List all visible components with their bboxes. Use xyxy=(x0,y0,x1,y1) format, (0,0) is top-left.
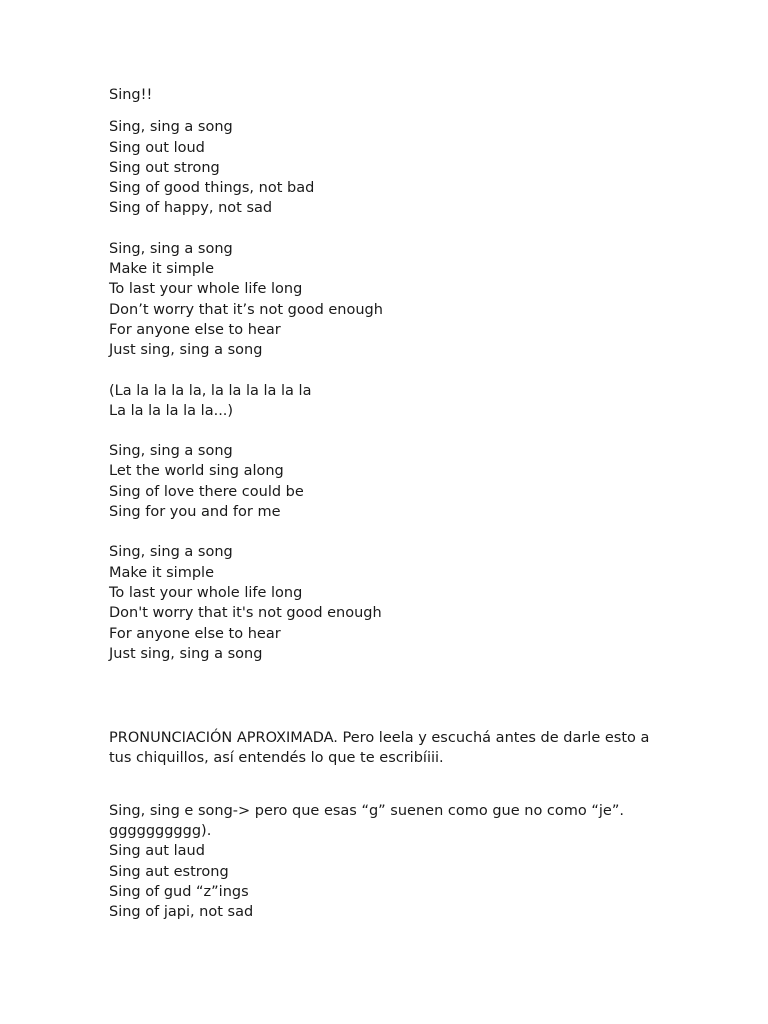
pronunciation-intro: PRONUNCIACIÓN APROXIMADA. Pero leela y escuchá antes de darle esto a tus chiquillos, así entendés lo que te escribíiii. xyxy=(109,730,650,767)
lyric-line: For anyone else to hear xyxy=(109,625,281,642)
lyric-line: Sing, sing a song xyxy=(109,119,233,136)
document-page xyxy=(109,85,669,923)
song-title: Sing!! xyxy=(109,87,153,103)
lyric-line: Make it simple xyxy=(109,564,214,581)
pronunciation-line: Sing of gud “z”ings xyxy=(109,883,249,900)
pronunciation-line: Sing aut estrong xyxy=(109,863,229,880)
stanza-2 xyxy=(109,239,669,361)
pronunciation-line: Sing aut laud xyxy=(109,843,205,860)
lyric-line: Don’t worry that it’s not good enough xyxy=(109,301,383,318)
stanza-4 xyxy=(109,441,669,522)
lyric-line: (La la la la la, la la la la la la xyxy=(109,382,312,399)
lyric-line: For anyone else to hear xyxy=(109,321,281,338)
lyric-line: Sing, sing a song xyxy=(109,240,233,257)
stanza-1 xyxy=(109,117,669,218)
lyric-line: Sing for you and for me xyxy=(109,504,281,521)
lyric-line: La la la la la la...) xyxy=(109,402,234,419)
lyric-line: Sing, sing a song xyxy=(109,544,233,561)
lyric-line: Sing of love there could be xyxy=(109,483,304,500)
pronunciation-section xyxy=(109,728,669,922)
lyric-line: To last your whole life long xyxy=(109,281,303,298)
lyric-line: Just sing, sing a song xyxy=(109,342,263,359)
lyric-line: Sing out loud xyxy=(109,139,205,156)
lyric-line: Let the world sing along xyxy=(109,463,284,480)
pronunciation-first-line: Sing, sing e song-> pero que esas “g” suenen como gue no como “je”. gggggggggg). xyxy=(109,802,624,840)
lyric-line: Just sing, sing a song xyxy=(109,645,263,662)
pronunciation-line: Sing of japi, not sad xyxy=(109,904,254,921)
lyric-line: Sing out strong xyxy=(109,159,220,176)
stanza-5 xyxy=(109,542,669,664)
lyric-line: Don't worry that it's not good enough xyxy=(109,605,382,622)
lyric-line: Make it simple xyxy=(109,261,214,278)
stanza-3 xyxy=(109,381,669,422)
lyric-line: Sing of happy, not sad xyxy=(109,200,273,217)
lyric-line: To last your whole life long xyxy=(109,584,303,601)
lyric-line: Sing, sing a song xyxy=(109,443,233,460)
lyric-line: Sing of good things, not bad xyxy=(109,180,315,197)
